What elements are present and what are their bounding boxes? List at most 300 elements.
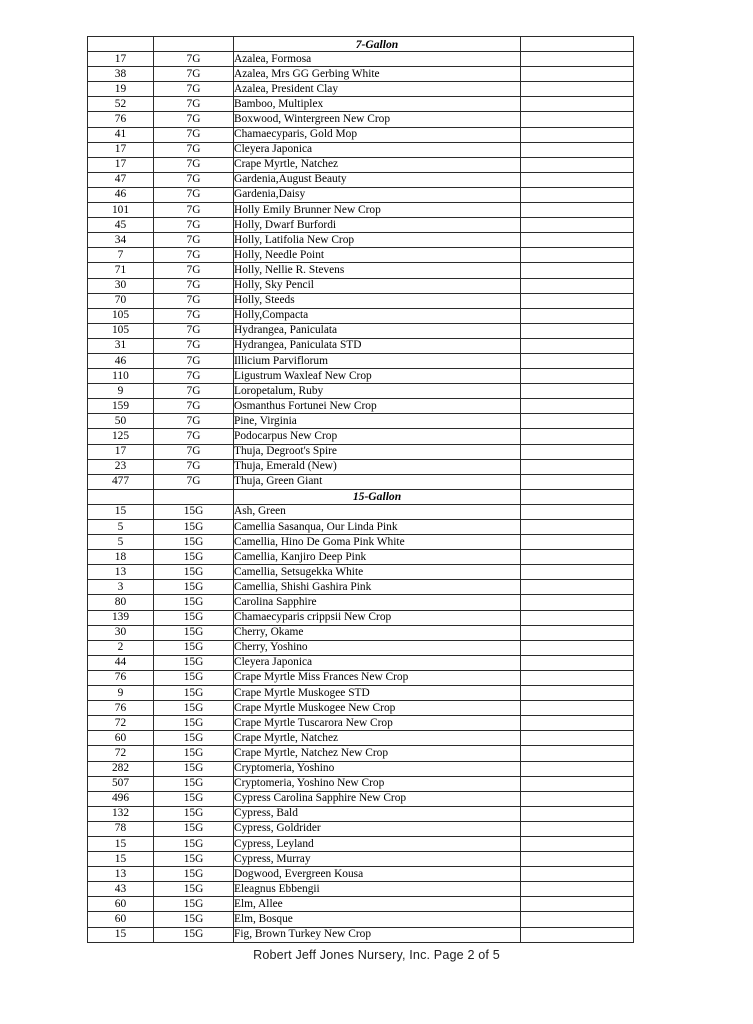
table-row [88,897,634,912]
cell-quantity: 46 [88,353,154,368]
cell-container-size: 15G [154,655,234,670]
cell-container-size: 7G [154,52,234,67]
cell-notes [521,67,634,82]
cell-notes [521,520,634,535]
cell-notes [521,761,634,776]
cell-notes [521,444,634,459]
cell-container-size: 7G [154,353,234,368]
cell-notes [521,686,634,701]
table-row [88,52,634,67]
table-row [88,278,634,293]
cell-container-size: 7G [154,97,234,112]
section-title: 7-Gallon [234,37,521,52]
cell-quantity: 60 [88,731,154,746]
cell-quantity: 30 [88,278,154,293]
cell-container-size: 15G [154,716,234,731]
cell-notes [521,610,634,625]
cell-quantity: 477 [88,474,154,489]
cell-description: Holly, Dwarf Burfordi [234,218,521,233]
cell-notes [521,203,634,218]
section-header-blank-notes [521,489,634,504]
cell-quantity: 105 [88,308,154,323]
cell-description: Crape Myrtle Muskogee STD [234,686,521,701]
cell-description: Boxwood, Wintergreen New Crop [234,112,521,127]
cell-notes [521,429,634,444]
inventory-table-container [87,36,633,943]
table-row [88,610,634,625]
cell-notes [521,187,634,202]
cell-description: Azalea, President Clay [234,82,521,97]
cell-quantity: 30 [88,625,154,640]
cell-container-size: 7G [154,429,234,444]
cell-quantity: 17 [88,444,154,459]
cell-quantity: 132 [88,806,154,821]
cell-notes [521,142,634,157]
cell-notes [521,550,634,565]
cell-description: Holly, Nellie R. Stevens [234,263,521,278]
section-header-blank-qty [88,489,154,504]
table-row [88,97,634,112]
cell-notes [521,474,634,489]
cell-quantity: 47 [88,172,154,187]
cell-quantity: 80 [88,595,154,610]
cell-notes [521,746,634,761]
cell-container-size: 15G [154,595,234,610]
cell-description: Crape Myrtle, Natchez [234,731,521,746]
cell-notes [521,912,634,927]
cell-quantity: 496 [88,791,154,806]
cell-container-size: 15G [154,912,234,927]
cell-quantity: 13 [88,565,154,580]
cell-container-size: 15G [154,897,234,912]
table-row [88,791,634,806]
cell-quantity: 13 [88,867,154,882]
cell-container-size: 7G [154,369,234,384]
table-row [88,444,634,459]
cell-description: Illicium Parviflorum [234,353,521,368]
cell-description: Cypress, Bald [234,806,521,821]
cell-notes [521,293,634,308]
cell-notes [521,791,634,806]
cell-notes [521,459,634,474]
cell-description: Gardenia,Daisy [234,187,521,202]
cell-description: Camellia, Kanjiro Deep Pink [234,550,521,565]
cell-notes [521,112,634,127]
table-row [88,384,634,399]
cell-description: Chamaecyparis, Gold Mop [234,127,521,142]
cell-description: Cleyera Japonica [234,655,521,670]
cell-container-size: 15G [154,504,234,519]
cell-container-size: 15G [154,640,234,655]
cell-notes [521,172,634,187]
cell-notes [521,278,634,293]
table-row [88,520,634,535]
table-row [88,565,634,580]
table-row [88,595,634,610]
cell-container-size: 7G [154,157,234,172]
cell-container-size: 15G [154,610,234,625]
inventory-table-body [88,37,634,943]
cell-description: Azalea, Mrs GG Gerbing White [234,67,521,82]
cell-notes [521,852,634,867]
table-row [88,882,634,897]
cell-description: Crape Myrtle Muskogee New Crop [234,701,521,716]
cell-quantity: 9 [88,686,154,701]
cell-notes [521,776,634,791]
cell-notes [521,535,634,550]
cell-description: Crape Myrtle, Natchez New Crop [234,746,521,761]
cell-quantity: 43 [88,882,154,897]
section-header-blank-notes [521,37,634,52]
section-header-blank-size [154,37,234,52]
table-row [88,731,634,746]
table-row [88,670,634,685]
cell-description: Crape Myrtle, Natchez [234,157,521,172]
cell-notes [521,927,634,942]
table-row [88,686,634,701]
cell-quantity: 60 [88,912,154,927]
page-footer: Robert Jeff Jones Nursery, Inc. Page 2 of 5 [253,948,500,962]
cell-notes [521,323,634,338]
section-header-blank-qty [88,37,154,52]
table-row [88,474,634,489]
cell-notes [521,897,634,912]
cell-container-size: 15G [154,821,234,836]
cell-quantity: 101 [88,203,154,218]
cell-quantity: 23 [88,459,154,474]
cell-description: Camellia, Setsugekka White [234,565,521,580]
cell-quantity: 76 [88,670,154,685]
cell-quantity: 282 [88,761,154,776]
cell-quantity: 17 [88,157,154,172]
table-row [88,429,634,444]
table-row [88,338,634,353]
cell-description: Holly, Steeds [234,293,521,308]
table-row [88,821,634,836]
table-row [88,82,634,97]
cell-description: Chamaecyparis crippsii New Crop [234,610,521,625]
cell-notes [521,716,634,731]
cell-description: Cypress, Leyland [234,836,521,851]
cell-description: Carolina Sapphire [234,595,521,610]
table-row [88,172,634,187]
cell-description: Thuja, Degroot's Spire [234,444,521,459]
cell-container-size: 7G [154,263,234,278]
cell-description: Ligustrum Waxleaf New Crop [234,369,521,384]
cell-quantity: 9 [88,384,154,399]
table-row [88,308,634,323]
table-row [88,203,634,218]
cell-container-size: 7G [154,399,234,414]
cell-container-size: 7G [154,82,234,97]
cell-container-size: 7G [154,474,234,489]
table-row [88,142,634,157]
cell-quantity: 15 [88,852,154,867]
cell-description: Cypress, Goldrider [234,821,521,836]
cell-quantity: 17 [88,142,154,157]
table-row [88,927,634,942]
cell-notes [521,399,634,414]
cell-container-size: 7G [154,459,234,474]
cell-container-size: 7G [154,278,234,293]
table-row [88,459,634,474]
cell-notes [521,821,634,836]
table-row [88,746,634,761]
cell-notes [521,248,634,263]
cell-notes [521,263,634,278]
table-row [88,369,634,384]
cell-description: Cleyera Japonica [234,142,521,157]
table-row [88,701,634,716]
cell-container-size: 7G [154,338,234,353]
cell-container-size: 7G [154,172,234,187]
table-row [88,716,634,731]
cell-description: Cryptomeria, Yoshino New Crop [234,776,521,791]
nursery-inventory-table [87,36,634,943]
cell-container-size: 15G [154,882,234,897]
cell-quantity: 15 [88,927,154,942]
cell-quantity: 52 [88,97,154,112]
cell-notes [521,867,634,882]
cell-description: Holly, Latifolia New Crop [234,233,521,248]
cell-description: Camellia Sasanqua, Our Linda Pink [234,520,521,535]
cell-notes [521,565,634,580]
cell-container-size: 7G [154,67,234,82]
cell-container-size: 7G [154,218,234,233]
cell-description: Cypress Carolina Sapphire New Crop [234,791,521,806]
table-row [88,504,634,519]
cell-notes [521,701,634,716]
cell-notes [521,308,634,323]
table-row [88,323,634,338]
cell-notes [521,157,634,172]
cell-container-size: 15G [154,761,234,776]
cell-description: Elm, Bosque [234,912,521,927]
cell-description: Cryptomeria, Yoshino [234,761,521,776]
cell-container-size: 7G [154,233,234,248]
cell-description: Gardenia,August Beauty [234,172,521,187]
table-row [88,550,634,565]
table-row [88,836,634,851]
cell-description: Camellia, Shishi Gashira Pink [234,580,521,595]
cell-description: Fig, Brown Turkey New Crop [234,927,521,942]
cell-quantity: 2 [88,640,154,655]
table-row [88,293,634,308]
cell-description: Cherry, Yoshino [234,640,521,655]
cell-container-size: 15G [154,776,234,791]
cell-quantity: 72 [88,716,154,731]
cell-notes [521,504,634,519]
cell-description: Bamboo, Multiplex [234,97,521,112]
cell-quantity: 3 [88,580,154,595]
cell-notes [521,97,634,112]
cell-quantity: 507 [88,776,154,791]
cell-quantity: 46 [88,187,154,202]
cell-notes [521,640,634,655]
cell-description: Holly,Compacta [234,308,521,323]
cell-quantity: 18 [88,550,154,565]
cell-notes [521,218,634,233]
cell-description: Podocarpus New Crop [234,429,521,444]
cell-quantity: 7 [88,248,154,263]
cell-container-size: 7G [154,142,234,157]
cell-quantity: 38 [88,67,154,82]
cell-description: Cherry, Okame [234,625,521,640]
cell-description: Holly, Needle Point [234,248,521,263]
table-row [88,852,634,867]
cell-description: Azalea, Formosa [234,52,521,67]
cell-notes [521,580,634,595]
cell-quantity: 76 [88,112,154,127]
cell-container-size: 15G [154,927,234,942]
table-row [88,248,634,263]
table-row [88,761,634,776]
table-row [88,67,634,82]
cell-quantity: 110 [88,369,154,384]
cell-container-size: 15G [154,867,234,882]
table-row [88,625,634,640]
cell-quantity: 41 [88,127,154,142]
section-header-row [88,37,634,52]
cell-notes [521,414,634,429]
cell-notes [521,384,634,399]
cell-description: Osmanthus Fortunei New Crop [234,399,521,414]
cell-notes [521,655,634,670]
table-row [88,353,634,368]
cell-container-size: 7G [154,293,234,308]
cell-notes [521,127,634,142]
cell-notes [521,369,634,384]
section-header-blank-size [154,489,234,504]
cell-container-size: 15G [154,836,234,851]
cell-container-size: 7G [154,323,234,338]
cell-description: Crape Myrtle Tuscarora New Crop [234,716,521,731]
cell-description: Hydrangea, Paniculata [234,323,521,338]
section-header-row [88,489,634,504]
table-row [88,127,634,142]
cell-quantity: 71 [88,263,154,278]
cell-notes [521,731,634,746]
cell-quantity: 15 [88,836,154,851]
cell-quantity: 60 [88,897,154,912]
cell-container-size: 7G [154,308,234,323]
cell-container-size: 7G [154,444,234,459]
cell-description: Loropetalum, Ruby [234,384,521,399]
table-row [88,580,634,595]
cell-description: Elm, Allee [234,897,521,912]
cell-container-size: 7G [154,112,234,127]
cell-quantity: 50 [88,414,154,429]
cell-quantity: 17 [88,52,154,67]
table-row [88,535,634,550]
cell-container-size: 7G [154,248,234,263]
table-row [88,157,634,172]
table-row [88,776,634,791]
table-row [88,112,634,127]
table-row [88,263,634,278]
cell-description: Dogwood, Evergreen Kousa [234,867,521,882]
cell-description: Thuja, Emerald (New) [234,459,521,474]
cell-notes [521,52,634,67]
cell-quantity: 5 [88,520,154,535]
cell-notes [521,233,634,248]
cell-container-size: 15G [154,806,234,821]
table-row [88,640,634,655]
cell-quantity: 34 [88,233,154,248]
cell-container-size: 15G [154,550,234,565]
cell-quantity: 15 [88,504,154,519]
table-row [88,187,634,202]
cell-quantity: 76 [88,701,154,716]
cell-quantity: 5 [88,535,154,550]
cell-notes [521,625,634,640]
table-row [88,867,634,882]
cell-container-size: 15G [154,580,234,595]
cell-notes [521,338,634,353]
cell-quantity: 19 [88,82,154,97]
cell-notes [521,836,634,851]
cell-container-size: 7G [154,127,234,142]
cell-container-size: 15G [154,520,234,535]
cell-notes [521,882,634,897]
table-row [88,655,634,670]
cell-container-size: 7G [154,187,234,202]
cell-notes [521,82,634,97]
cell-quantity: 139 [88,610,154,625]
cell-quantity: 125 [88,429,154,444]
cell-description: Crape Myrtle Miss Frances New Crop [234,670,521,685]
cell-container-size: 7G [154,414,234,429]
cell-quantity: 45 [88,218,154,233]
table-row [88,912,634,927]
cell-container-size: 15G [154,625,234,640]
cell-description: Ash, Green [234,504,521,519]
cell-container-size: 15G [154,701,234,716]
cell-container-size: 15G [154,535,234,550]
cell-notes [521,670,634,685]
cell-quantity: 44 [88,655,154,670]
cell-quantity: 105 [88,323,154,338]
cell-container-size: 15G [154,746,234,761]
table-row [88,233,634,248]
cell-container-size: 7G [154,384,234,399]
cell-quantity: 78 [88,821,154,836]
cell-quantity: 31 [88,338,154,353]
cell-container-size: 15G [154,791,234,806]
cell-description: Holly Emily Brunner New Crop [234,203,521,218]
cell-container-size: 15G [154,731,234,746]
cell-description: Thuja, Green Giant [234,474,521,489]
table-row [88,414,634,429]
section-title: 15-Gallon [234,489,521,504]
cell-container-size: 15G [154,670,234,685]
table-row [88,806,634,821]
cell-description: Pine, Virginia [234,414,521,429]
cell-container-size: 15G [154,565,234,580]
table-row [88,399,634,414]
cell-description: Cypress, Murray [234,852,521,867]
cell-container-size: 15G [154,686,234,701]
cell-quantity: 72 [88,746,154,761]
cell-quantity: 159 [88,399,154,414]
cell-container-size: 7G [154,203,234,218]
cell-description: Hydrangea, Paniculata STD [234,338,521,353]
cell-notes [521,595,634,610]
table-row [88,218,634,233]
cell-notes [521,353,634,368]
cell-notes [521,806,634,821]
cell-description: Eleagnus Ebbengii [234,882,521,897]
